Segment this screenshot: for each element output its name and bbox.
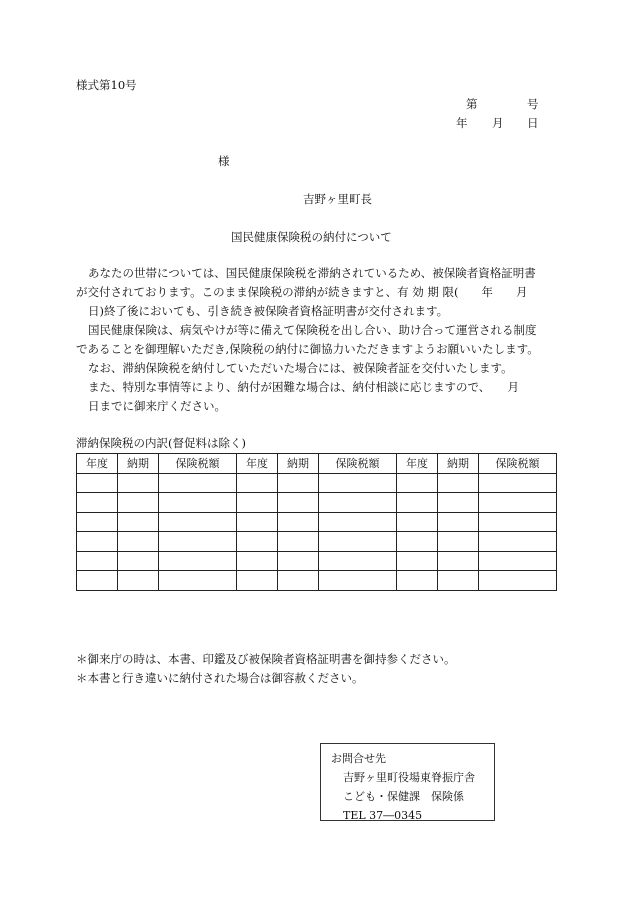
table-cell <box>278 493 319 513</box>
table-row <box>77 532 557 552</box>
table-cell <box>77 532 118 552</box>
note-line: ＊本書と行き違いに納付された場合は御容赦ください。 <box>76 671 364 685</box>
body-line: 日までに御来庁ください。 <box>88 399 226 413</box>
table-cell <box>438 493 479 513</box>
table-cell <box>118 512 159 532</box>
column-header-year: 年度 <box>397 454 438 474</box>
column-header-amount: 保険税額 <box>479 454 557 474</box>
contact-box <box>320 743 495 821</box>
date-month: 月 <box>492 116 504 130</box>
table-cell <box>438 473 479 493</box>
column-header-amount: 保険税額 <box>159 454 237 474</box>
contact-office: 吉野ヶ里町役場東脊振庁舎 <box>343 771 475 784</box>
table-cell <box>159 493 237 513</box>
table-cell <box>397 532 438 552</box>
table-cell <box>397 493 438 513</box>
table-cell <box>397 551 438 571</box>
table-cell <box>118 571 159 591</box>
body-line: が交付されております。このまま保険税の滞納が続きますと、有 効 期 限( 年 月 <box>76 285 528 299</box>
table-cell <box>319 551 397 571</box>
table-cell <box>278 473 319 493</box>
table-cell <box>77 512 118 532</box>
table-cell <box>278 551 319 571</box>
table-cell <box>438 512 479 532</box>
table-row <box>77 571 557 591</box>
table-cell <box>159 571 237 591</box>
table-cell <box>438 551 479 571</box>
table-cell <box>438 532 479 552</box>
note-line: ＊御来庁の時は、本書、印鑑及び被保険者資格証明書を御持参ください。 <box>76 652 456 666</box>
table-cell <box>319 512 397 532</box>
table-cell <box>438 571 479 591</box>
column-header-term: 納期 <box>278 454 319 474</box>
table-cell <box>397 571 438 591</box>
body-line: なお、滞納保険税を納付していただいた場合には、被保険者証を交付いたします。 <box>88 361 513 375</box>
table-cell <box>77 473 118 493</box>
date-year: 年 <box>456 116 468 130</box>
table-row <box>77 512 557 532</box>
column-header-year: 年度 <box>77 454 118 474</box>
table-row <box>77 551 557 571</box>
addressee-suffix: 様 <box>218 154 230 168</box>
table-cell <box>237 532 278 552</box>
table-cell <box>77 571 118 591</box>
table-cell <box>159 473 237 493</box>
table-cell <box>118 532 159 552</box>
body-line: あなたの世帯については、国民健康保険税を滞納されているため、被保険者資格証明書 <box>88 266 536 280</box>
table-cell <box>319 571 397 591</box>
body-line: また、特別な事情等により、納付が困難な場合は、納付相談に応じますので、 月 <box>88 380 520 394</box>
table-cell <box>159 551 237 571</box>
table-cell <box>278 512 319 532</box>
table-row <box>77 473 557 493</box>
table-cell <box>278 571 319 591</box>
table-row <box>77 493 557 513</box>
table-cell <box>237 473 278 493</box>
table-cell <box>77 493 118 513</box>
table-cell <box>237 551 278 571</box>
table-cell <box>159 512 237 532</box>
table-cell <box>479 532 557 552</box>
body-line: 国民健康保険は、病気やけが等に備えて保険税を出し合い、助け合って運営される制度 <box>88 323 537 337</box>
contact-department: こども・保健課 保険係 <box>343 790 464 803</box>
table-cell <box>118 493 159 513</box>
table-cell <box>278 532 319 552</box>
body-line: であることを御理解いただき,保険税の納付に御協力いただきますようお願いいたします。 <box>76 342 539 356</box>
doc-number-prefix: 第 <box>466 97 478 111</box>
table-cell <box>479 571 557 591</box>
table-cell <box>319 532 397 552</box>
table-cell <box>237 493 278 513</box>
table-cell <box>118 551 159 571</box>
table-cell <box>479 512 557 532</box>
arrears-table <box>76 453 557 591</box>
body-line: 日)終了後においても、引き続き被保険者資格証明書が交付されます。 <box>88 304 449 318</box>
table-cell <box>479 493 557 513</box>
table-cell <box>479 551 557 571</box>
column-header-term: 納期 <box>118 454 159 474</box>
table-cell <box>237 571 278 591</box>
contact-tel: TEL 37―0345 <box>343 809 423 822</box>
column-header-amount: 保険税額 <box>319 454 397 474</box>
table-cell <box>479 473 557 493</box>
table-cell <box>77 551 118 571</box>
sender-name: 吉野ヶ里町長 <box>303 192 372 206</box>
doc-number-suffix: 号 <box>527 97 539 111</box>
table-cell <box>159 532 237 552</box>
document-title: 国民健康保険税の納付について <box>231 230 392 244</box>
table-cell <box>319 493 397 513</box>
column-header-term: 納期 <box>438 454 479 474</box>
table-caption: 滞納保険税の内訳(督促料は除く) <box>76 436 246 450</box>
date-day: 日 <box>527 116 539 130</box>
table-header-row <box>77 454 557 474</box>
column-header-year: 年度 <box>237 454 278 474</box>
table-cell <box>118 473 159 493</box>
table-cell <box>397 512 438 532</box>
table-cell <box>319 473 397 493</box>
table-cell <box>397 473 438 493</box>
form-number: 様式第10号 <box>76 78 137 92</box>
contact-label: お問合せ先 <box>331 752 386 765</box>
table-cell <box>237 512 278 532</box>
